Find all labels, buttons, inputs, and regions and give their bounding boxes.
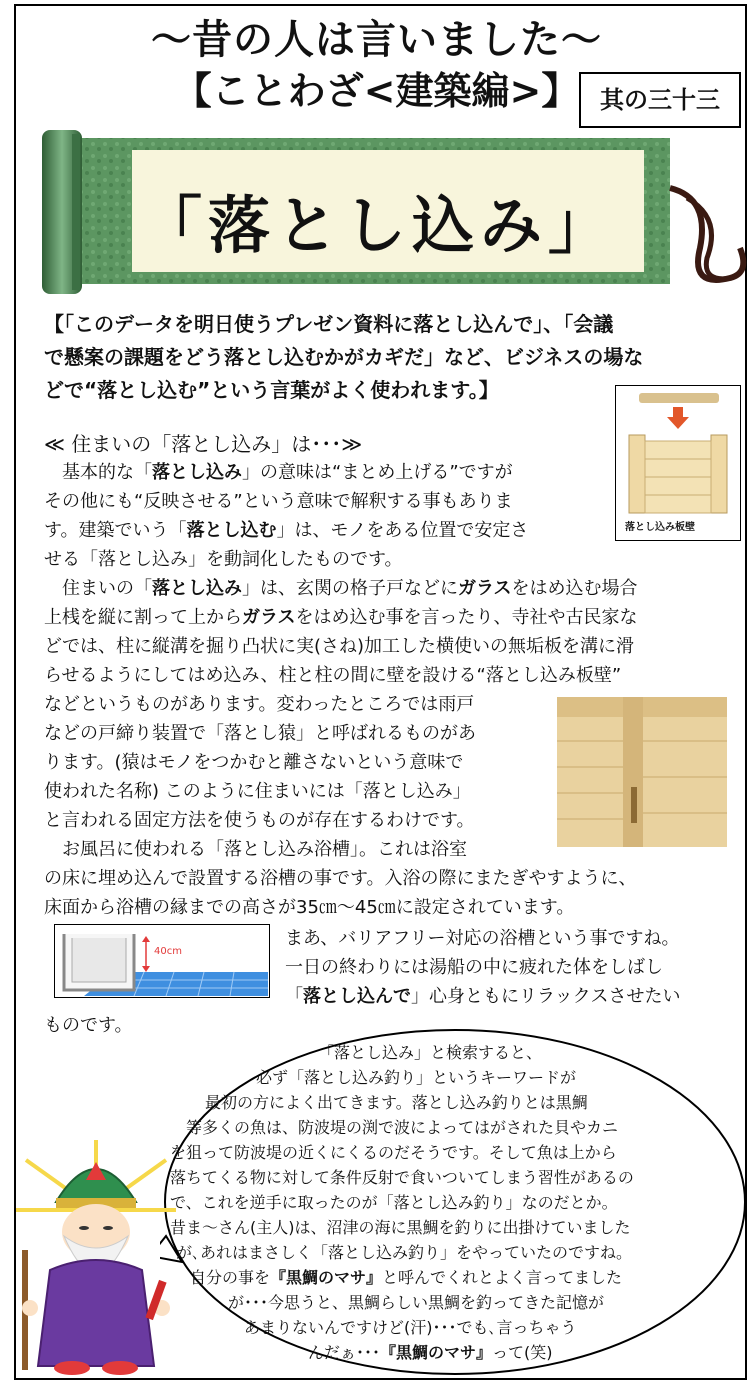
body-line: ります。(猿はモノをつかむと離さないという意味で [44, 752, 464, 773]
body-line: 一日の終わりには湯船の中に疲れた体をしばし [285, 957, 663, 978]
bubble-line: 必ず「落とし込み釣り」というキーワードが [256, 1068, 577, 1087]
body-line: 「落とし込んで」心身ともにリラックスさせたい [285, 986, 681, 1007]
wooden-wall-photo [557, 697, 727, 847]
body-line: などというものがあります。変わったところでは雨戸 [44, 694, 475, 715]
bubble-line: を狙って防波堤の近くにくるのだそうです。そして魚は上から [170, 1143, 617, 1162]
body-line: らせるようにしてはめ込み、柱と柱の間に壁を設ける“落とし込み板壁” [44, 665, 622, 686]
bubble-line: 最初の方によく出てきます。落とし込み釣りとは黒鯛 [205, 1093, 588, 1112]
body-line: 床面から浴槽の縁までの高さが35㎝～45㎝に設定されています。 [44, 897, 575, 918]
body-line: 使われた名称) このように住まいには「落とし込み」 [44, 781, 471, 802]
bubble-line: んだぁ･･･『黒鯛のマサ』って(笑) [308, 1343, 553, 1362]
bubble-line: 落ちてくる物に対して条件反射で食いついてしまう習性があるの [170, 1168, 634, 1187]
issue-number-box: 其の三十三 [579, 72, 741, 128]
section-heading: ≪ 住まいの「落とし込み」は･･･≫ [44, 432, 363, 456]
bubble-line: 等多くの魚は、防波堤の渕で波によってはがされた貝やカニ [186, 1118, 619, 1137]
figure-caption: 落とし込み板壁 [625, 522, 695, 533]
lead-line: どで“落とし込む”という言葉がよく使われます。】 [44, 378, 499, 402]
body-line: 基本的な「落とし込み」の意味は“まとめ上げる”ですが [44, 462, 513, 483]
scroll-title: 「落とし込み」 [139, 189, 616, 262]
body-line: ものです。 [44, 1015, 133, 1036]
bubble-line: 昔ま～さん(主人)は、沼津の海に黒鯛を釣りに出掛けていました [170, 1218, 631, 1237]
sage-character-illustration [16, 1140, 176, 1376]
bubble-line: が･･･今思うと、黒鯛らしい黒鯛を釣ってきた記憶が [228, 1293, 605, 1312]
bubble-line: あまりないんですけど(汗)･･･でも､言っちゃう [244, 1318, 577, 1337]
bubble-line: で、これを逆手に取ったのが「落とし込み釣り」なのだとか。 [170, 1193, 618, 1212]
page-subtitle: 【ことわざ<建築編>】 [173, 69, 580, 113]
bathtub-figure [54, 924, 270, 998]
bubble-line: 「落とし込み」と検索すると、 [318, 1043, 543, 1062]
bubble-line: 自分の事を『黒鯛のマサ』と呼んでくれとよく言ってました [190, 1268, 623, 1287]
lead-line: で懸案の課題をどう落とし込むかがカギだ」など、ビジネスの場な [44, 345, 644, 369]
body-line: その他にも“反映させる”という意味で解釈する事もありま [44, 491, 513, 512]
body-line: す。建築でいう「落とし込む」は、モノをある位置で安定さ [44, 520, 529, 541]
tub-height-label: 40cm [154, 946, 182, 957]
body-line: まあ、バリアフリー対応の浴槽という事ですね。 [285, 928, 680, 949]
body-line: 上桟を縦に割って上からガラスをはめ込む事を言ったり、寺社や古民家な [44, 607, 638, 628]
body-line: と言われる固定方法を使うものが存在するわけです。 [44, 810, 475, 831]
body-line: お風呂に使われる「落とし込み浴槽」。これは浴室 [44, 839, 467, 860]
body-line: などの戸締り装置で「落とし猿」と呼ばれるものがあ [44, 723, 476, 744]
bubble-line: が､あれはまさしく「落とし込み釣り」をやっていたのですね。 [176, 1243, 633, 1262]
lead-line: 【「このデータを明日使うプレゼン資料に落とし込んで」、「会議 [44, 312, 614, 336]
body-line: どでは、柱に縦溝を掘り凸状に実(さね)加工した横使いの無垢板を溝に滑 [44, 636, 635, 657]
page-title: ～昔の人は言いました～ [151, 17, 602, 63]
body-line: 住まいの「落とし込み」は、玄関の格子戸などにガラスをはめ込む場合 [44, 578, 638, 599]
body-line: の床に埋め込んで設置する浴槽の事です。入浴の際にまたぎやすように、 [44, 868, 637, 889]
body-line: せる「落とし込み」を動詞化したものです。 [44, 549, 403, 570]
